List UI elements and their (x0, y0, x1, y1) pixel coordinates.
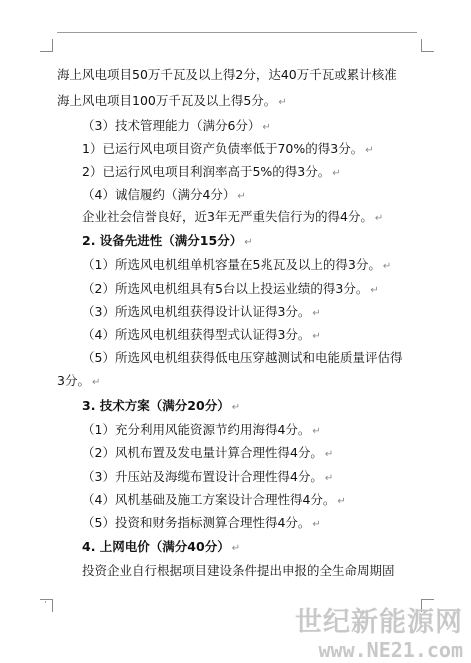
list-item: 1）已运行风电项目资产负债率低于70%的得3分。 ↵ (82, 141, 374, 156)
watermark-title: 世纪新能源网 (295, 607, 463, 638)
list-item: （4）风机基础及施工方案设计合理性得4分。 ↵ (82, 492, 346, 507)
section-heading: （3）技术管理能力（满分6分） ↵ (82, 118, 271, 133)
section-heading: 2. 设备先进性（满分15分） ↵ (82, 233, 253, 248)
text-line: 海上风电项目100万千瓦及以上得5分。 ↵ (57, 93, 287, 108)
list-item: （1）所选风电机组单机容量在5兆瓦及以上的得3分。 ↵ (82, 257, 392, 272)
list-item: （2）所选风电机组具有5台以上投运业绩的得3分。 ↵ (82, 281, 379, 296)
watermark-url: www.NE21.com (318, 638, 463, 662)
text-line: 3分。 ↵ (57, 373, 101, 388)
list-item: （2）风机布置及发电量计算合理性得4分。 ↵ (82, 445, 334, 460)
text-line: 投资企业自行根据项目建设条件提出申报的全生命周期固 (82, 563, 395, 578)
watermark (295, 608, 463, 662)
list-item: 2）已运行风电项目利润率高于5%的得3分。 ↵ (82, 164, 341, 179)
section-heading: 3. 技术方案（满分20分） ↵ (82, 398, 241, 413)
list-item: （5）所选风电机组获得低电压穿越测试和电能质量评估得 (82, 350, 403, 365)
list-item: （3）所选风电机组获得设计认证得3分。 ↵ (82, 304, 321, 319)
list-item: （5）投资和财务指标测算合理性得4分。 ↵ (82, 515, 321, 530)
text-line: 企业社会信誉良好，近3年无严重失信行为的得4分。 ↵ (82, 209, 384, 224)
list-item: （4）所选风电机组获得型式认证得3分。 ↵ (82, 327, 321, 342)
list-item: （3）升压站及海缆布置设计合理性得4分。 ↵ (82, 469, 334, 484)
section-heading: （4）诚信履约（满分4分） ↵ (82, 187, 246, 202)
list-item: （1）充分利用风能资源节约用海得4分。 ↵ (82, 422, 321, 437)
text-line: 海上风电项目50万千瓦及以上得2分，达40万千瓦或累计核准 (57, 67, 397, 82)
anchor-dot: · (44, 598, 47, 608)
section-heading: 4. 上网电价（满分40分） ↵ (82, 539, 241, 554)
